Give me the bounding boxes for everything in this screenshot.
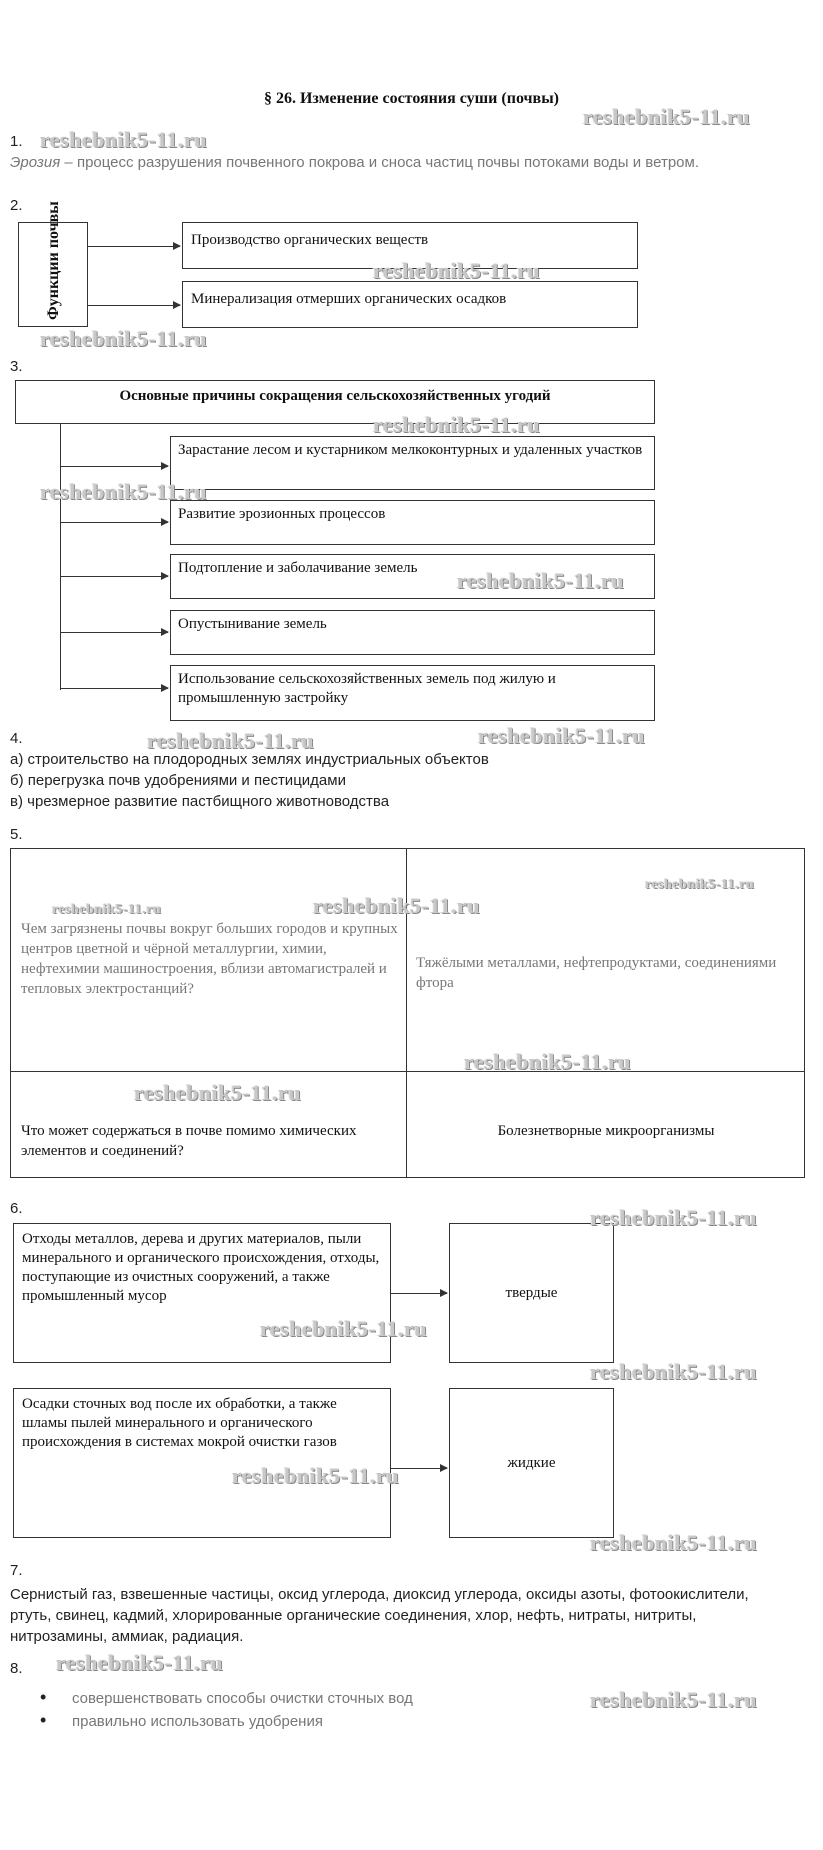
table-question-1: Чем загрязнены почвы вокруг больших городов и крупных центров цветной и чёрной металлургии, химии, нефтехимии машиностроения, вблизи автомагистралей и тепловых электростанций? <box>21 921 398 997</box>
reasons-header-box: Основные причины сокращения сельскохозяйственных угодий <box>15 380 655 424</box>
table-row-divider <box>11 1071 804 1072</box>
watermark: reshebnik5-11.ru <box>313 893 481 918</box>
function-box-2: Минерализация отмерших органических осадков <box>182 281 638 328</box>
section-1-number: 1. <box>10 133 23 150</box>
section-5-number: 5. <box>10 826 23 843</box>
arrow-to-function-1 <box>88 246 180 247</box>
watermark: reshebnik5-11.ru <box>52 902 162 917</box>
watermark: reshebnik5-11.ru <box>134 1080 302 1105</box>
liquid-waste-type-box: жидкие <box>449 1388 614 1538</box>
erosion-term: Эрозия <box>10 154 61 171</box>
watermark: reshebnik5-11.ru <box>645 877 755 892</box>
page-title: § 26. Изменение состояния суши (почвы) <box>263 90 560 107</box>
section-4-item-a: а) строительство на плодородных землях индустриальных объектов <box>10 751 489 768</box>
function-box-1: Производство органических веществ <box>182 222 638 269</box>
arrow-to-solid <box>391 1293 447 1294</box>
watermark: reshebnik5-11.ru <box>232 1463 400 1488</box>
reason-box-1: Зарастание лесом и кустарником мелкоконтурных и удаленных участков <box>170 436 655 490</box>
watermark: reshebnik5-11.ru <box>590 1687 758 1712</box>
reason-box-4: Опустынивание земель <box>170 610 655 655</box>
watermark: reshebnik5-11.ru <box>373 258 541 283</box>
watermark: reshebnik5-11.ru <box>40 127 208 152</box>
section-2-number: 2. <box>10 197 23 214</box>
section-4-item-b: б) перегрузка почв удобрениями и пестицидами <box>10 772 346 789</box>
arrow-to-function-2 <box>88 305 180 306</box>
soil-functions-label: Функции почвы <box>45 201 62 320</box>
arrow-reason-2 <box>60 522 168 523</box>
watermark: reshebnik5-11.ru <box>40 479 208 504</box>
watermark: reshebnik5-11.ru <box>260 1316 428 1341</box>
pollutants-list-text: Сернистый газ, взвешенные частицы, оксид углерода, диоксид углерода, оксиды азоты, фотоокислители, ртуть, свинец, кадмий, хлорированные органические соединения, хлор, нефть, нитраты, нитриты, нитрозамины, аммиак, радиация. <box>10 1586 749 1645</box>
table-answer-1: Тяжёлыми металлами, нефтепродуктами, соединениями фтора <box>416 955 777 991</box>
section-8-list <box>40 1688 600 1734</box>
soil-functions-box <box>18 201 88 327</box>
reasons-connector-line <box>60 424 61 690</box>
reason-box-2: Развитие эрозионных процессов <box>170 500 655 545</box>
section-7-number: 7. <box>10 1562 23 1579</box>
erosion-definition-text: – процесс разрушения почвенного покрова и сноса частиц почвы потоками воды и ветром. <box>60 154 699 171</box>
arrow-reason-3 <box>60 576 168 577</box>
watermark: reshebnik5-11.ru <box>464 1049 632 1074</box>
arrow-to-liquid <box>391 1468 447 1469</box>
watermark: reshebnik5-11.ru <box>590 1359 758 1384</box>
table-question-2: Что может содержаться в почве помимо химических элементов и соединений? <box>21 1123 357 1159</box>
table-answer-2: Болезнетворные микроорганизмы <box>497 1123 715 1139</box>
erosion-definition <box>10 152 810 173</box>
section-4-number: 4. <box>10 730 23 747</box>
table-column-divider <box>406 849 407 1177</box>
watermark: reshebnik5-11.ru <box>590 1530 758 1555</box>
arrow-reason-1 <box>60 466 168 467</box>
watermark: reshebnik5-11.ru <box>147 728 315 753</box>
arrow-reason-5 <box>60 688 168 689</box>
section-5-table <box>10 848 805 1178</box>
reason-box-5: Использование сельскохозяйственных земель под жилую и промышленную застройку <box>170 665 655 721</box>
section-4-list <box>10 749 810 812</box>
arrow-reason-4 <box>60 632 168 633</box>
solid-waste-description-box: Отходы металлов, дерева и других материалов, пыли минерального и органического происхождения, отходы, поступающие из очистных сооружений, а также промышленный мусор <box>13 1223 391 1363</box>
watermark: reshebnik5-11.ru <box>583 104 751 129</box>
watermark: reshebnik5-11.ru <box>56 1650 224 1675</box>
watermark: reshebnik5-11.ru <box>457 568 625 593</box>
section-8-number: 8. <box>10 1660 23 1677</box>
watermark: reshebnik5-11.ru <box>40 326 208 351</box>
section-6-number: 6. <box>10 1200 23 1217</box>
section-8-item-1: • совершенствовать способы очистки сточных вод <box>40 1688 600 1711</box>
section-8-item-2: • правильно использовать удобрения <box>40 1711 600 1734</box>
section-3-number: 3. <box>10 358 23 375</box>
section-4-item-c: в) чрезмерное развитие пастбищного животноводства <box>10 793 390 810</box>
liquid-waste-description-box: Осадки сточных вод после их обработки, а также шламы пылей минерального и органического происхождения в системах мокрой очистки газов <box>13 1388 391 1538</box>
watermark: reshebnik5-11.ru <box>373 412 541 437</box>
reason-box-3: Подтопление и заболачивание земель <box>170 554 655 599</box>
watermark: reshebnik5-11.ru <box>590 1205 758 1230</box>
watermark: reshebnik5-11.ru <box>478 723 646 748</box>
solid-waste-type-box: твердые <box>449 1223 614 1363</box>
